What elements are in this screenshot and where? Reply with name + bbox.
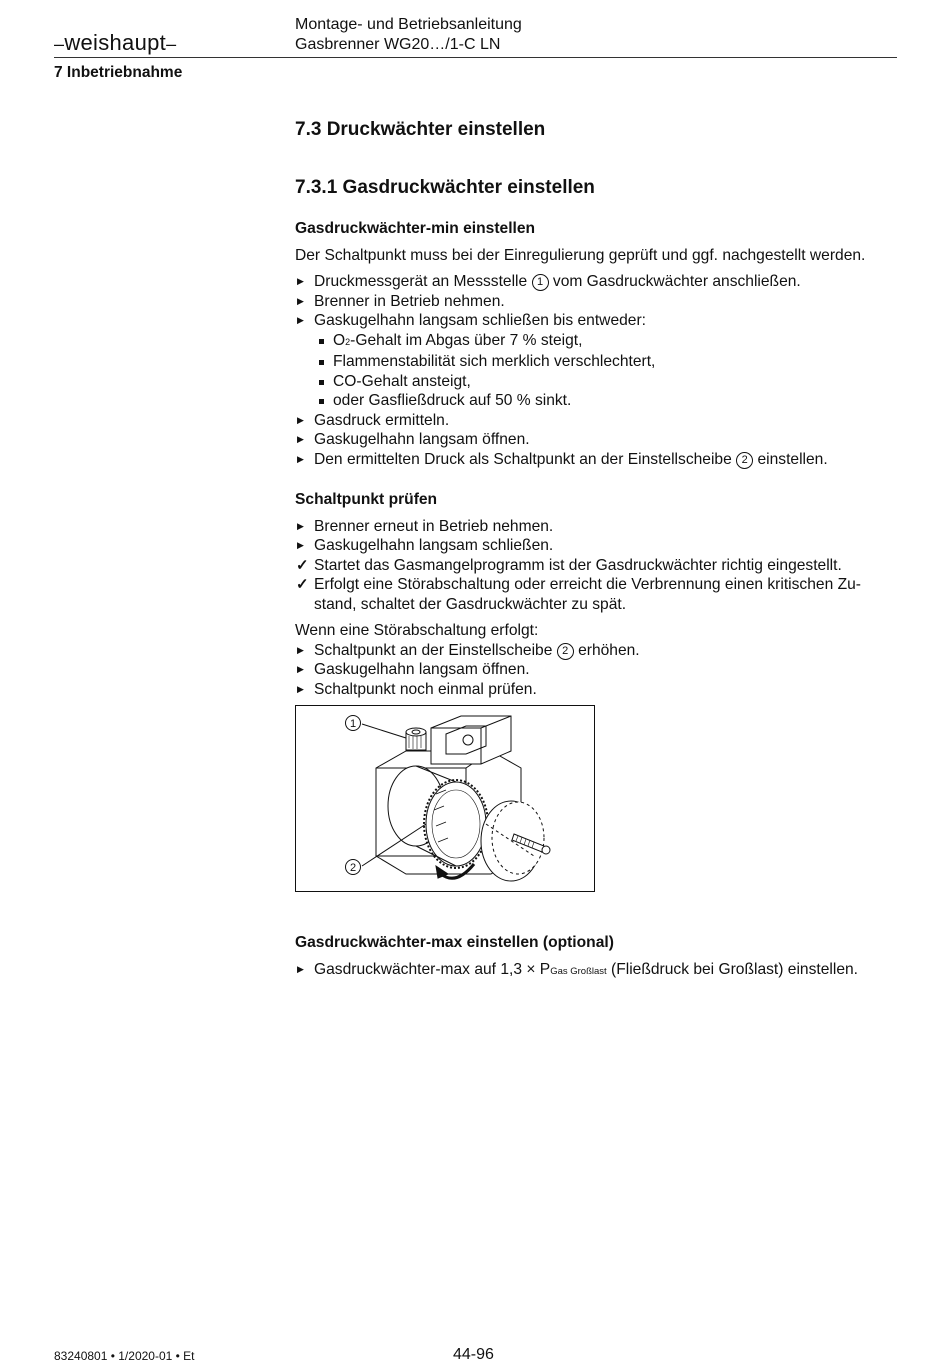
callout-1-icon: 1 xyxy=(532,274,549,291)
list-item: Flammenstabilität sich merklich verschlechtert, xyxy=(314,352,900,372)
chapter-label: 7 Inbetriebnahme xyxy=(54,64,183,81)
check-heading: Schaltpunkt prüfen xyxy=(295,491,438,508)
callout-2-icon: 2 xyxy=(736,452,753,469)
subsection-heading: 7.3.1 Gasdruckwächter einstellen xyxy=(295,177,595,198)
pressure-switch-figure xyxy=(295,705,595,892)
section-heading: 7.3 Druckwächter einstellen xyxy=(295,119,546,140)
min-steps-cont xyxy=(295,411,900,470)
svg-text:1: 1 xyxy=(349,718,357,730)
check-steps xyxy=(295,517,900,615)
max-steps xyxy=(295,960,900,982)
list-item: ▶ Gasdruck ermitteln. xyxy=(295,411,900,431)
document-title-line-1: Montage- und Betriebsanleitung xyxy=(295,16,522,33)
list-item: ▶ Den ermittelten Druck als Schaltpunkt an der Einstellscheibe 2 einstellen. xyxy=(295,450,900,470)
list-item: O2-Gehalt im Abgas über 7 % steigt, xyxy=(314,331,900,353)
page-number: 44-96 xyxy=(453,1346,494,1363)
list-item: ▶ Brenner in Betrieb nehmen. xyxy=(295,292,900,312)
header-divider xyxy=(54,57,897,58)
list-item: ▶ Schaltpunkt noch einmal prüfen. xyxy=(295,680,900,700)
doc-number: 83240801 • 1/2020-01 • Et xyxy=(54,1349,195,1363)
min-conditions xyxy=(295,331,900,411)
callout-1 xyxy=(346,716,361,731)
document-title xyxy=(295,15,522,55)
list-item: ▶ Gasdruckwächter-max auf 1,3 × PGas Großlast (Fließdruck bei Großlast) einstellen. xyxy=(295,960,900,982)
condition-text: Wenn eine Störabschaltung erfolgt: xyxy=(295,622,539,639)
list-item: ▶ Gaskugelhahn langsam öffnen. xyxy=(295,430,900,450)
min-heading: Gasdruckwächter-min einstellen xyxy=(295,220,536,237)
pressure-switch-illustration xyxy=(296,706,594,891)
max-heading: Gasdruckwächter-max einstellen (optional) xyxy=(295,934,614,951)
list-item: oder Gasfließdruck auf 50 % sinkt. xyxy=(314,391,900,411)
list-item: ▶ Schaltpunkt an der Einstellscheibe 2 erhöhen. xyxy=(295,641,900,661)
callout-2-icon: 2 xyxy=(557,643,574,660)
list-item: ▶ Gaskugelhahn langsam schließen bis entweder: xyxy=(295,311,900,331)
list-item: ▶ Druckmessgerät an Messstelle 1 vom Gasdruckwächter anschließen. xyxy=(295,272,900,292)
brand-logo: –weishaupt– xyxy=(54,30,177,55)
result-item: ✓ Erfolgt eine Störabschaltung oder erreicht die Verbrennung einen kritischen Zu- stand, schaltet der Gasdruckwächter zu spät. xyxy=(295,575,900,614)
list-item: CO-Gehalt ansteigt, xyxy=(314,372,900,392)
brand-name: weishaupt xyxy=(64,30,167,55)
list-item: ▶ Gaskugelhahn langsam öffnen. xyxy=(295,660,900,680)
list-item: ▶ Gaskugelhahn langsam schließen. xyxy=(295,536,900,556)
result-item: ✓ Startet das Gasmangelprogramm ist der Gasdruckwächter richtig eingestellt. xyxy=(295,556,900,576)
fault-steps xyxy=(295,641,900,700)
svg-text:2: 2 xyxy=(349,862,357,874)
callout-2 xyxy=(346,860,361,875)
document-title-line-2: Gasbrenner WG20…/1-C LN xyxy=(295,36,501,53)
min-intro: Der Schaltpunkt muss bei der Einregulierung geprüft und ggf. nachgestellt werden. xyxy=(295,246,866,264)
list-item: ▶ Brenner erneut in Betrieb nehmen. xyxy=(295,517,900,537)
min-steps xyxy=(295,272,900,331)
